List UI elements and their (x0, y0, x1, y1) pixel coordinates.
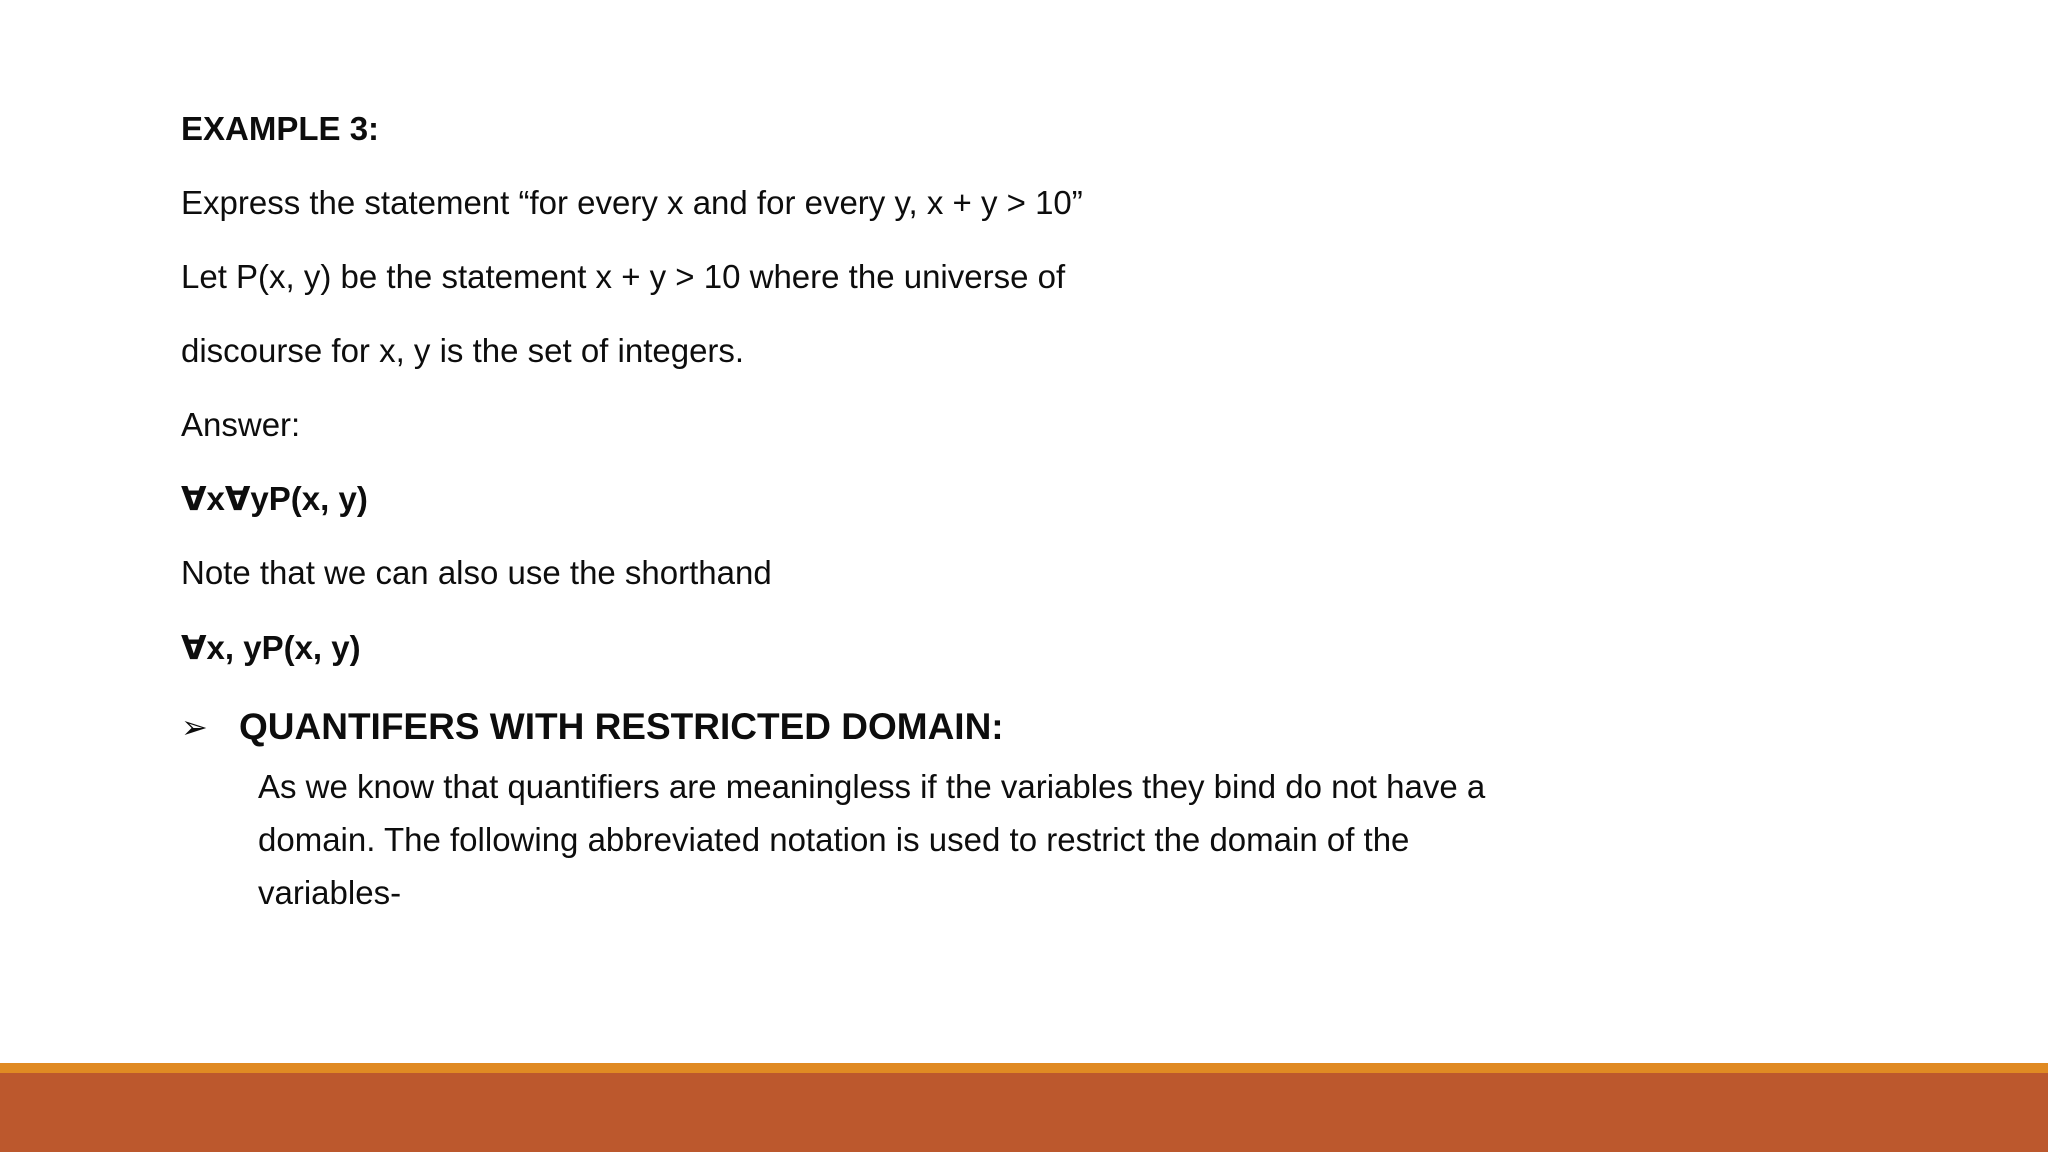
paragraph-line-1: As we know that quantifiers are meaningless if the variables they bind do not have a (258, 768, 1486, 805)
section-heading (181, 704, 1004, 750)
example-statement: Express the statement “for every x and for every y, x + y > 10” (181, 184, 1083, 221)
answer-formula: ∀x∀yP(x, y) (181, 480, 368, 517)
footer-accent-stripe (0, 1063, 2048, 1073)
arrow-bullet-icon: ➢ (181, 709, 208, 745)
note-text: Note that we can also use the shorthand (181, 554, 772, 591)
definition-line-2: discourse for x, y is the set of integers. (181, 332, 745, 369)
section-heading-text: QUANTIFERS WITH RESTRICTED DOMAIN: (239, 706, 1004, 747)
footer-band (0, 1073, 2048, 1152)
shorthand-formula: ∀x, yP(x, y) (181, 629, 361, 666)
answer-label: Answer: (181, 406, 301, 443)
paragraph-line-2: domain. The following abbreviated notation is used to restrict the domain of the (258, 821, 1410, 858)
paragraph-line-3: variables- (258, 874, 402, 911)
example-title: EXAMPLE 3: (181, 110, 380, 147)
section-paragraph (258, 760, 1698, 919)
definition-line-1: Let P(x, y) be the statement x + y > 10 where the universe of (181, 258, 1066, 295)
